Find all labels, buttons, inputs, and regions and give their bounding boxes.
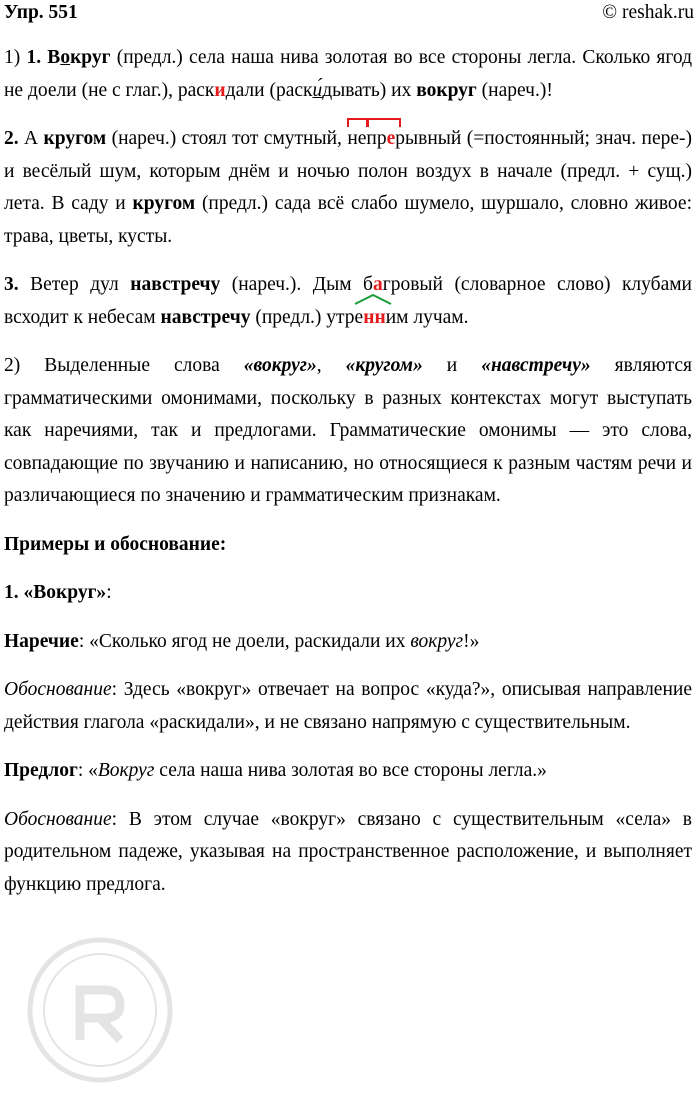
emphasis-word: «кругом» <box>345 355 423 376</box>
exercise-number: Упр. 551 <box>4 2 78 23</box>
red-letter: е <box>386 128 396 149</box>
italic-word: Вокруг <box>97 760 155 781</box>
text: А <box>18 128 44 149</box>
sentence-number: 1. В <box>26 47 61 68</box>
highlighted-word: кругом <box>132 193 196 214</box>
text: : Здесь «вокруг» отвечает на вопрос «куда?», описывая направление действия глагола «раскидали», и не связано напрямую с существительным. <box>4 679 692 733</box>
text: : «Сколько ягод не доели, раскидали их <box>78 630 411 652</box>
prefix: не <box>347 128 367 149</box>
part-number: 1) <box>4 47 21 68</box>
text: Ветер дул <box>18 274 131 295</box>
watermark-seal-icon <box>20 930 180 1090</box>
adverb-label: Наречие <box>4 630 79 652</box>
prefix-mark <box>366 123 386 156</box>
text: им лучам. <box>385 306 469 328</box>
emphasis-word: «вокруг» <box>243 355 317 376</box>
preposition-label: Предлог <box>4 760 78 781</box>
highlighted-word: вокруг <box>416 79 477 101</box>
adverb-example <box>4 626 692 659</box>
suffix-arc-icon <box>353 292 393 306</box>
text: являются грамматическими омонимами, поскольку в разных контекстах могут выступать как наречиями, так и предлогами. Грамматические омонимы — это слова, совпадающие по звучанию и написанию, но относящиеся к разным частям речи и различающиеся по значению и грамматическим признакам. <box>4 355 692 506</box>
highlighted-word: кругом <box>43 128 107 149</box>
paragraph-4 <box>4 350 692 513</box>
prefix: пр <box>366 128 387 149</box>
reason-label: Обоснование <box>4 679 112 700</box>
text: и <box>422 355 482 376</box>
paragraph-3 <box>4 269 692 334</box>
highlighted-word: навстречу <box>130 274 221 295</box>
prefix-mark-icon <box>366 116 390 128</box>
stressed-letter: и́ <box>312 79 323 101</box>
example-1-heading <box>4 577 692 610</box>
highlighted-word: круг <box>70 47 111 68</box>
text: села наша нива золотая во все стороны легла.» <box>154 760 547 781</box>
text: : « <box>77 760 98 781</box>
text: : <box>106 582 112 603</box>
red-letter: и <box>214 79 226 101</box>
reason-1 <box>4 674 692 739</box>
text: !» <box>463 630 480 652</box>
reason-2 <box>4 804 692 902</box>
examples-heading: Примеры и обоснование: <box>4 533 227 555</box>
text: 2) Выделенные слова <box>4 355 244 376</box>
suffix-mark <box>363 302 385 335</box>
prefix-mark <box>347 123 366 156</box>
text: (нареч.). Дым б <box>220 274 373 295</box>
emphasis-word: «навстречу» <box>481 355 591 376</box>
text: , <box>316 355 346 376</box>
content <box>4 42 692 917</box>
highlighted-word: навстречу <box>160 306 251 328</box>
text: (предл.) утре <box>250 306 364 328</box>
header <box>4 0 694 26</box>
text: (нареч.)! <box>476 79 553 101</box>
text: гровый (словарное слово) клубами всходит к небесам <box>4 274 692 328</box>
text: (нареч.) стоял тот смутный, <box>106 128 348 149</box>
underlined-vowel: о <box>60 47 71 68</box>
text: дывать) их <box>322 79 417 101</box>
text: (предл.) села наша нива золотая во все стороны легла. Сколько ягод не доели (не с глаг.), раск <box>4 47 693 101</box>
red-letter: а <box>372 274 383 295</box>
text: рывный (=постоянный; знач. пере-) и весёлый шум, которым днём и ночью полон воздух в начале (предл. + сущ.) лета. В саду и <box>4 128 692 214</box>
sentence-number: 2. <box>4 128 19 149</box>
text: дали (раск <box>225 79 313 101</box>
sentence-number: 3. <box>4 274 19 295</box>
paragraph-1 <box>4 42 692 107</box>
text: : В этом случае «вокруг» связано с существительным «села» в родительном падеже, указывая на пространственное расположение, и выполняет функцию предлога. <box>4 808 692 895</box>
site-credit: © reshak.ru <box>602 2 694 23</box>
italic-word: вокруг <box>410 630 464 652</box>
red-letters: нн <box>363 306 386 328</box>
reason-label: Обоснование <box>4 808 112 830</box>
paragraph-2 <box>4 123 692 253</box>
preposition-example <box>4 755 692 788</box>
text: (предл.) сада всё слабо шумело, шуршало, словно живое: трава, цветы, кусты. <box>4 193 692 247</box>
example-title: 1. «Вокруг» <box>4 582 107 603</box>
